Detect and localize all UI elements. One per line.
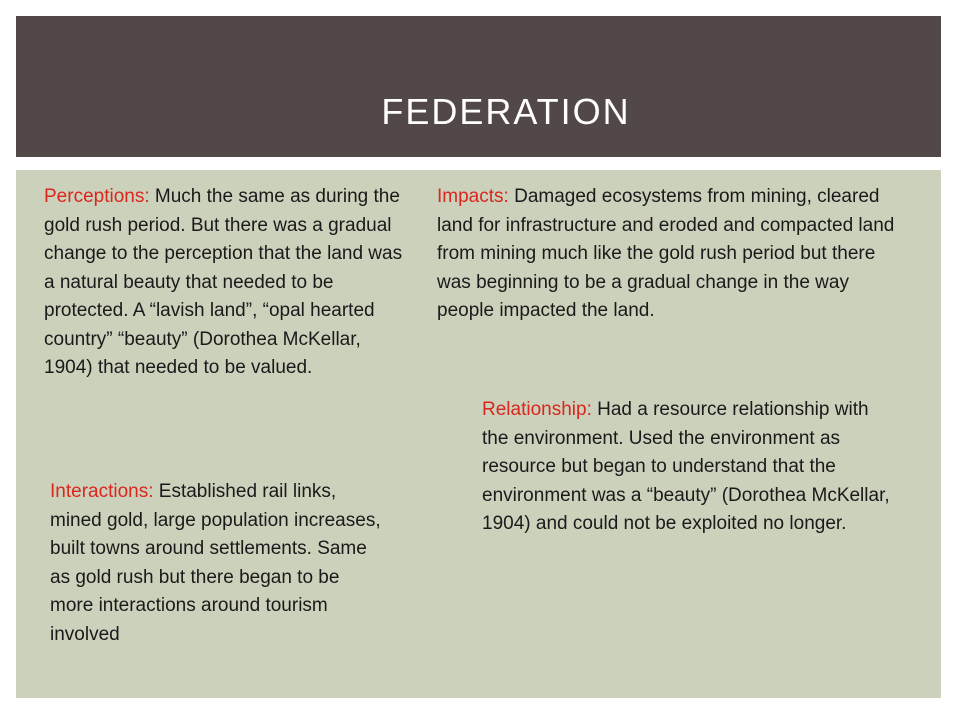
relationship-label: Relationship: <box>482 399 592 420</box>
slide-title: FEDERATION <box>381 91 631 132</box>
interactions-text: Established rail links, mined gold, large population increases, built towns around settlements. Same as gold rush but there began to be more interactions around tourism involved <box>50 481 381 645</box>
relationship-text: Had a resource relationship with the environment. Used the environment as resource but began to understand that the environment was a “beauty” (Dorothea McKellar, 1904) and could not be exploited no longer. <box>482 399 890 534</box>
perceptions-block <box>44 183 406 383</box>
perceptions-text: Much the same as during the gold rush period. But there was a gradual change to the perception that the land was a natural beauty that needed to be protected. A “lavish land”, “opal hearted country” “beauty” (Dorothea McKellar, 1904) that needed to be valued. <box>44 186 403 378</box>
impacts-block <box>437 183 907 326</box>
interactions-block <box>50 478 385 649</box>
relationship-block <box>482 396 892 539</box>
impacts-label: Impacts: <box>437 186 509 207</box>
perceptions-label: Perceptions: <box>44 186 150 207</box>
title-band <box>16 16 941 157</box>
impacts-text: Damaged ecosystems from mining, cleared land for infrastructure and eroded and compacted land from mining much like the gold rush period but there was beginning to be a gradual change in the way people impacted the land. <box>437 186 895 321</box>
interactions-label: Interactions: <box>50 481 154 502</box>
